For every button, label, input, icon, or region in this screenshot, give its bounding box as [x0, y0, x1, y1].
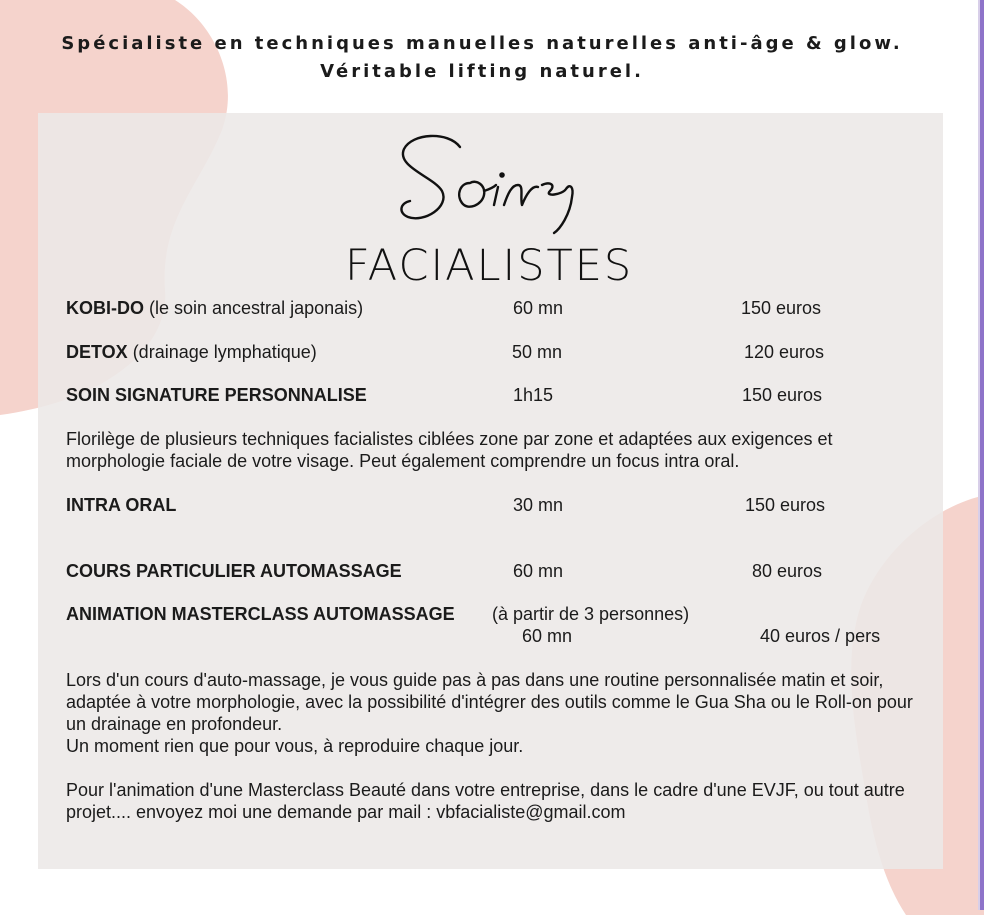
service-detox-duration: 50 mn: [512, 342, 563, 362]
service-intra-oral: [66, 494, 176, 516]
service-signature-duration: 1h15: [513, 385, 554, 405]
service-masterclass-duration: 60 mn: [522, 626, 573, 646]
service-masterclass-price: 40 euros / pers: [760, 626, 881, 646]
service-kobido-price: 150 euros: [741, 298, 822, 318]
service-cours-particulier: [66, 560, 402, 582]
service-detail: (drainage lymphatique): [127, 342, 317, 362]
service-cours-duration: 60 mn: [513, 561, 564, 581]
service-soin-signature: [66, 384, 367, 406]
service-masterclass-detail: (à partir de 3 personnes): [492, 604, 690, 624]
service-kobido-duration: 60 mn: [513, 298, 564, 318]
automassage-text: Lors d'un cours d'auto-massage, je vous guide pas à pas dans une routine personnalisée matin et soir, adaptée à votre morphologie, avec la possibilité d'intégrer des outils comme le Gua Sha ou le Roll-on pour un drainage en profondeur.: [66, 670, 913, 734]
service-signature-price: 150 euros: [742, 385, 823, 405]
service-animation-masterclass: [66, 603, 455, 625]
signature-description: Florilège de plusieurs techniques facialistes ciblées zone par zone et adaptées aux exigences et morphologie faciale de votre visage. Peut également comprendre un focus intra oral.: [66, 429, 833, 471]
service-detox: [66, 341, 317, 363]
service-name: KOBI-DO: [66, 298, 144, 318]
tagline-line-2: Véritable lifting naturel.: [320, 61, 644, 82]
service-name: ANIMATION MASTERCLASS AUTOMASSAGE: [66, 604, 455, 624]
tagline: [0, 30, 964, 86]
service-cours-price: 80 euros: [752, 561, 823, 581]
facialistes-heading: FACIALISTES: [345, 241, 634, 291]
automassage-closing: Un moment rien que pour vous, à reproduire chaque jour.: [66, 736, 524, 756]
contact-text: Pour l'animation d'une Masterclass Beauté dans votre entreprise, dans le cadre d'une EVJF, ou tout autre projet.... envoyez moi une demande par mail : vbfacialiste@gmail.com: [66, 780, 905, 822]
service-name: INTRA ORAL: [66, 495, 177, 515]
service-name: SOIN SIGNATURE PERSONNALISE: [66, 385, 367, 405]
soins-script-title: [390, 125, 600, 237]
service-detail: (le soin ancestral japonais): [144, 298, 364, 318]
automassage-description: [66, 669, 936, 757]
service-intra-oral-duration: 30 mn: [513, 495, 564, 515]
service-name: DETOX: [66, 342, 128, 362]
tagline-line-1: Spécialiste en techniques manuelles naturelles anti-âge & glow.: [61, 33, 903, 54]
service-kobido: [66, 297, 363, 319]
page-edge-accent: [980, 0, 984, 910]
service-detox-price: 120 euros: [744, 342, 825, 362]
service-intra-oral-price: 150 euros: [745, 495, 826, 515]
service-name: COURS PARTICULIER AUTOMASSAGE: [66, 561, 402, 581]
